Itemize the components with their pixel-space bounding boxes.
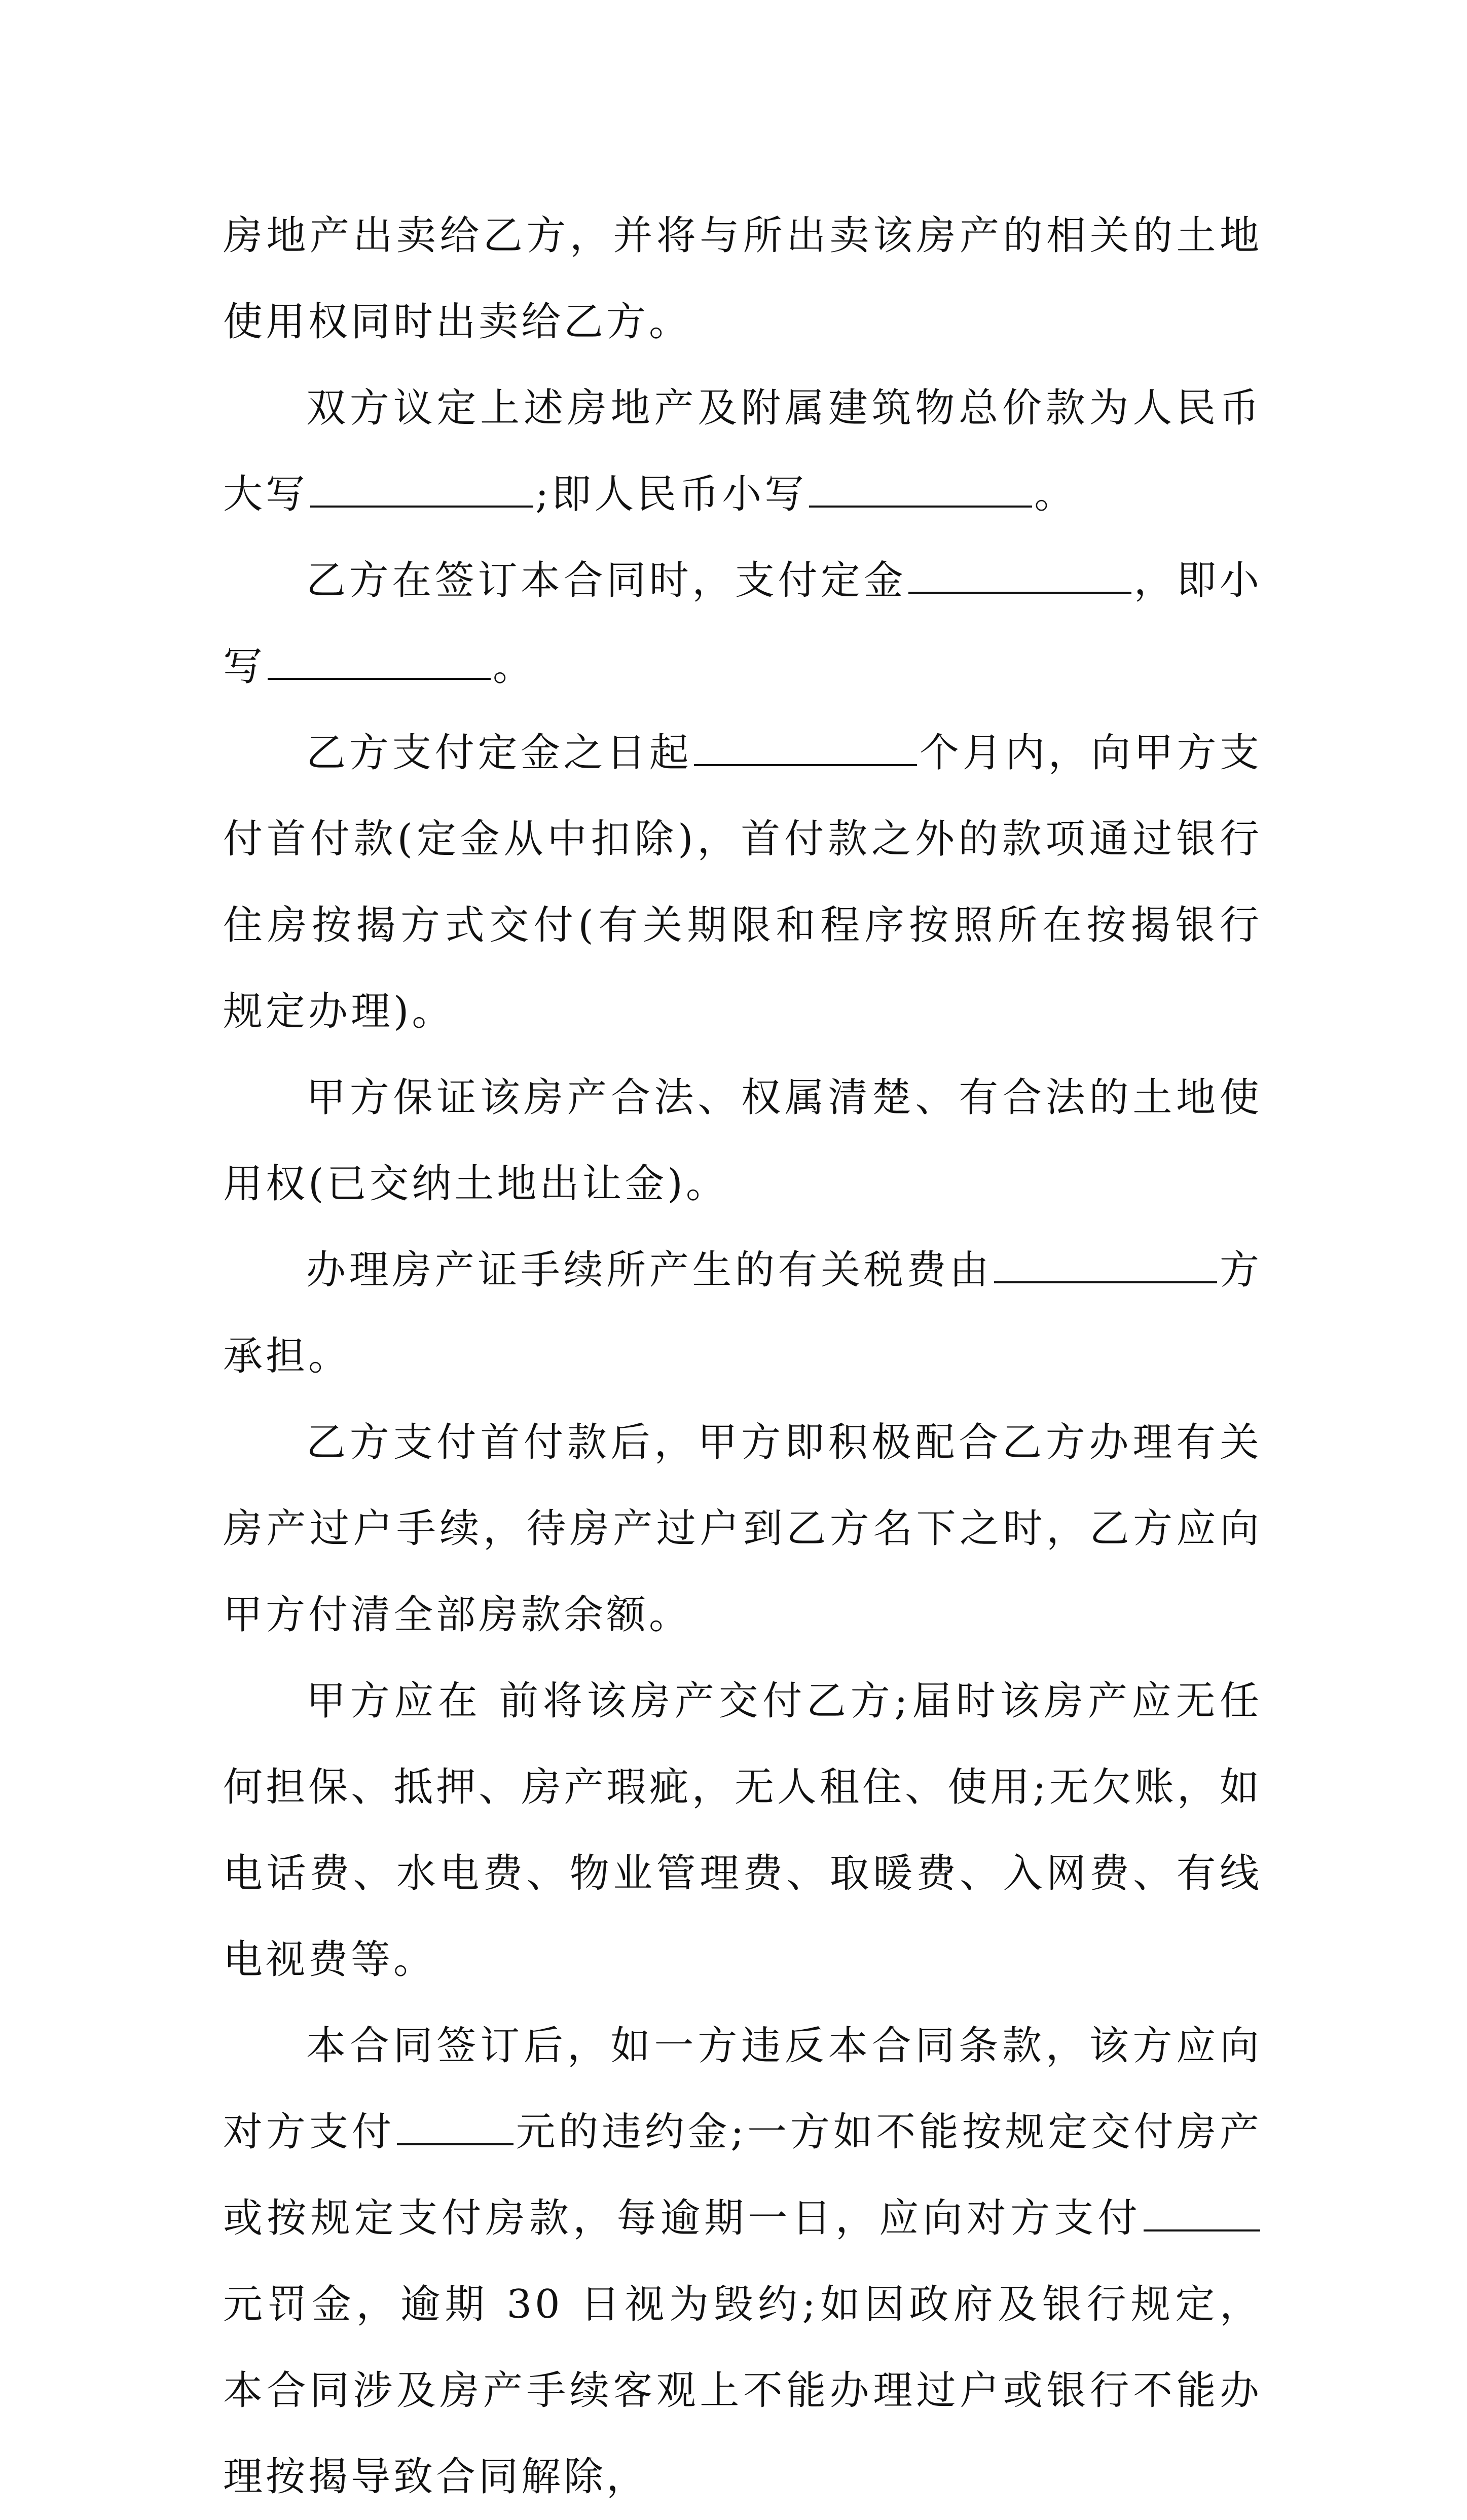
paragraph-text: 乙方在签订本合同时，支付定金: [306, 558, 907, 603]
contract-paragraph: [223, 1399, 1262, 1658]
fill-in-blank: [397, 2108, 514, 2145]
fill-in-blank: [268, 642, 491, 680]
fill-in-blank: [1144, 2194, 1260, 2231]
paragraph-text: ;即人民币小写: [535, 472, 808, 517]
paragraph-text: 方承担。: [223, 1247, 1262, 1379]
paragraph-text: 甲方保证该房产合法、权属清楚、有合法的土地使用权(已交纳土地出让金)。: [223, 1075, 1262, 1207]
paragraph-text: 个月内，向甲方支付首付款(定金从中扣除)，首付款之外的款项通过银行住房按揭方式交付(有关期限和程序按照所在按揭银行规定办理)。: [223, 730, 1262, 1034]
contract-paragraph: [223, 1658, 1262, 2003]
contract-paragraph: [223, 193, 1262, 365]
contract-paragraph: [223, 537, 1262, 710]
paragraph-text: 。: [493, 644, 536, 690]
contract-paragraph: [223, 1055, 1262, 1227]
paragraph-text: 双方议定上述房地产及附属建筑物总价款为人民币大写: [223, 385, 1262, 517]
paragraph-text: 。: [1034, 472, 1077, 517]
fill-in-blank: [908, 556, 1131, 594]
paragraph-text: 办理房产证手续所产生的有关税费由: [306, 1247, 993, 1293]
contract-paragraph: [223, 1227, 1262, 1399]
paragraph-text: 房地产出卖给乙方，并将与所出卖该房产的相关的土地使用权同时出卖给乙方。: [223, 213, 1262, 345]
paragraph-text: 元罚金，逾期 30 日视为毁约;如因政府及银行规定，本合同涉及房产手续客观上不能办理过户或银行不能办理按揭导致合同解除，: [223, 2282, 1262, 2500]
contract-paragraph: [223, 365, 1262, 537]
paragraph-text: 本合同签订后，如一方违反本合同条款，该方应向对方支付: [223, 2023, 1262, 2155]
contract-body: [223, 193, 1262, 2520]
contract-paragraph: [223, 710, 1262, 1055]
paragraph-text: 甲方应在 前将该房产交付乙方;届时该房产应无任何担保、抵押、房产瑕疵，无人租住、使用;无欠账，如电话费、水电费、物业管理费、取暖费、入网费、有线电视费等。: [223, 1678, 1262, 1983]
paragraph-text: 元的违约金;一方如不能按规定交付房产或按规定支付房款，每逾期一日，应向对方支付: [223, 2109, 1262, 2241]
paragraph-text: ，即小写: [223, 558, 1262, 690]
fill-in-blank: [809, 470, 1032, 508]
fill-in-blank: [310, 470, 533, 508]
paragraph-text: 乙方支付定金之日起: [306, 730, 692, 776]
contract-paragraph: [223, 2003, 1262, 2520]
paragraph-text: 乙方支付首付款后，甲方即积极配合乙方办理有关房产过户手续，待房产过户到乙方名下之时，乙方应向甲方付清全部房款余额。: [223, 1420, 1262, 1638]
fill-in-blank: [994, 1246, 1217, 1283]
fill-in-blank: [694, 729, 917, 766]
